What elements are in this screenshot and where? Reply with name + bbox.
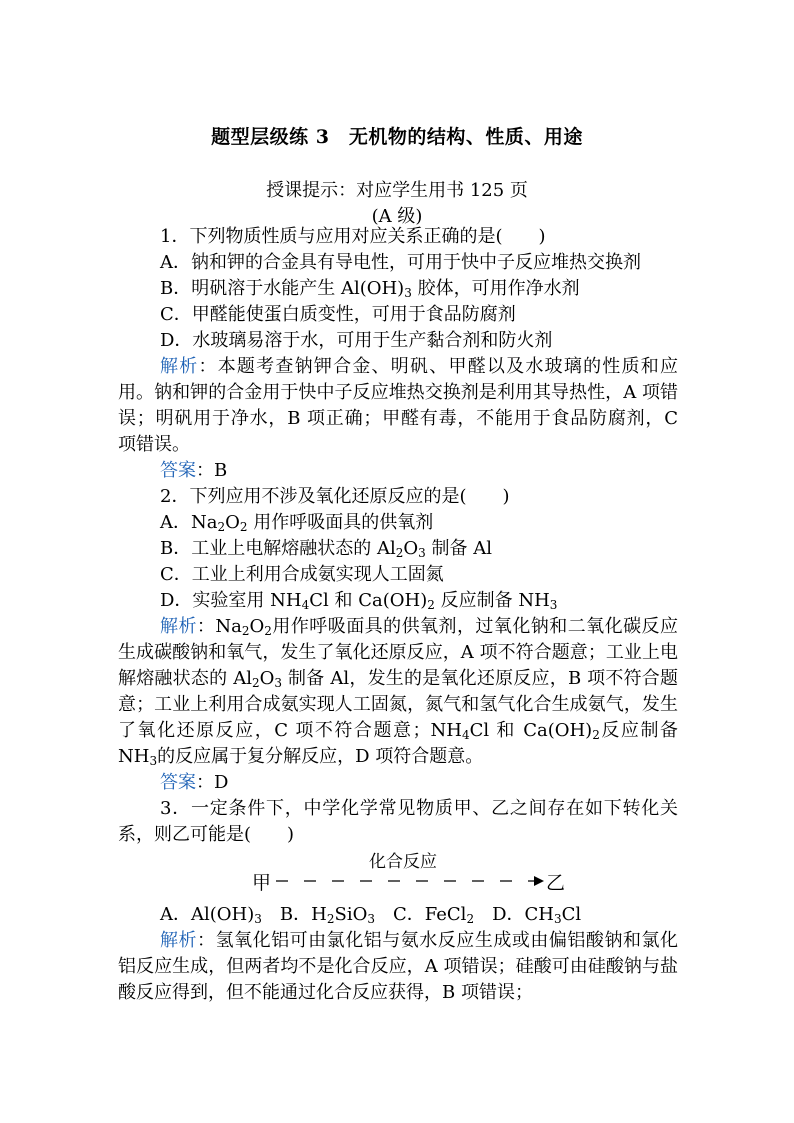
q1-analysis: 解析：本题考查钠钾合金、明矾、甲醛以及水玻璃的性质和应用。钠和钾的合金用于快中子反应堆热交换剂是利用其导热性，A 项错误；明矾用于净水，B 项正确；甲醛有毒，不能用于食品防腐剂，C 项错误。 [118, 356, 679, 455]
q1-option-b: B．明矾溶于水能产生 $Al(OH)_3$ 胶体，可用作净水剂 [160, 278, 580, 300]
page-title: 题型层级练 3 无机物的结构、性质、用途 [211, 126, 583, 148]
q1-stem: 1．下列物质性质与应用对应关系正确的是( ) [160, 226, 546, 247]
q2-option-c: C．工业上利用合成氨实现人工固氮 [160, 564, 444, 585]
q2-stem: 2．下列应用不涉及氧化还原反应的是( ) [160, 486, 510, 507]
conversion-diagram [118, 848, 678, 902]
analysis-label: 解析 [160, 930, 198, 951]
question-content [118, 224, 678, 1006]
answer-label: 答案 [160, 460, 196, 481]
q2-option-a: A．$Na_2O_2$ 用作呼吸面具的供氧剂 [160, 512, 434, 534]
diagram-to: 乙 [546, 872, 566, 894]
level-label: (A 级) [371, 206, 423, 227]
dashed-arrow-icon [276, 874, 546, 888]
q1-option-a: A．钠和钾的合金具有导电性，可用于快中子反应堆热交换剂 [160, 252, 641, 273]
diagram-condition: 化合反应 [369, 852, 437, 872]
q2-option-b: B．工业上电解熔融状态的 $Al_2O_3$ 制备 Al [160, 538, 492, 560]
answer-label: 答案 [160, 772, 196, 793]
q1-option-d: D．水玻璃易溶于水，可用于生产黏合剂和防火剂 [160, 330, 553, 351]
analysis-label: 解析 [160, 356, 199, 377]
analysis-label: 解析 [160, 616, 197, 637]
q2-answer: 答案：D [160, 772, 229, 793]
q2-option-d: D．实验室用 $NH_4Cl$ 和 $Ca(OH)_2$ 反应制备 $NH_3$ [160, 590, 558, 612]
q3-analysis: 解析：氢氧化铝可由氯化铝与氨水反应生成或由偏铝酸钠和氯化铝反应生成，但两者均不是化合反应，A 项错误；硅酸可由硅酸钠与盐酸反应得到，但不能通过化合反应获得，B 项错误； [118, 930, 679, 1003]
q3-stem: 3．一定条件下，中学化学常见物质甲、乙之间存在如下转化关系，则乙可能是( ) [118, 798, 678, 845]
q2-analysis: 解析：$Na_2O_2$用作呼吸面具的供氧剂，过氧化钠和二氧化碳反应生成碳酸钠和氧气，发生了氧化还原反应，A 项不符合题意；工业上电解熔融状态的 $Al_2O_3$ 制备 Al，发生的是氧化还原反应，B 项不符合题意；工业上利用合成氨实现人工固氮，氮气和氢气化合生成氨气，发生了氧化还原反应，C 项不符合题意；$NH_4Cl$ 和 $Ca(OH)_2$反应制备 $NH_3$的反应属于复分解反应，D 项符合题意。 [118, 616, 679, 768]
textbook-hint: 授课提示：对应学生用书 125 页 [266, 180, 528, 201]
diagram-from: 甲 [252, 872, 272, 894]
q1-answer: 答案：B [160, 460, 228, 481]
q3-options: A．$Al(OH)_3$ B．$H_2SiO_3$ C．FeCl$_2$ D．$CH_3Cl$ [160, 904, 582, 926]
q1-option-c: C．甲醛能使蛋白质变性，可用于食品防腐剂 [160, 304, 516, 325]
